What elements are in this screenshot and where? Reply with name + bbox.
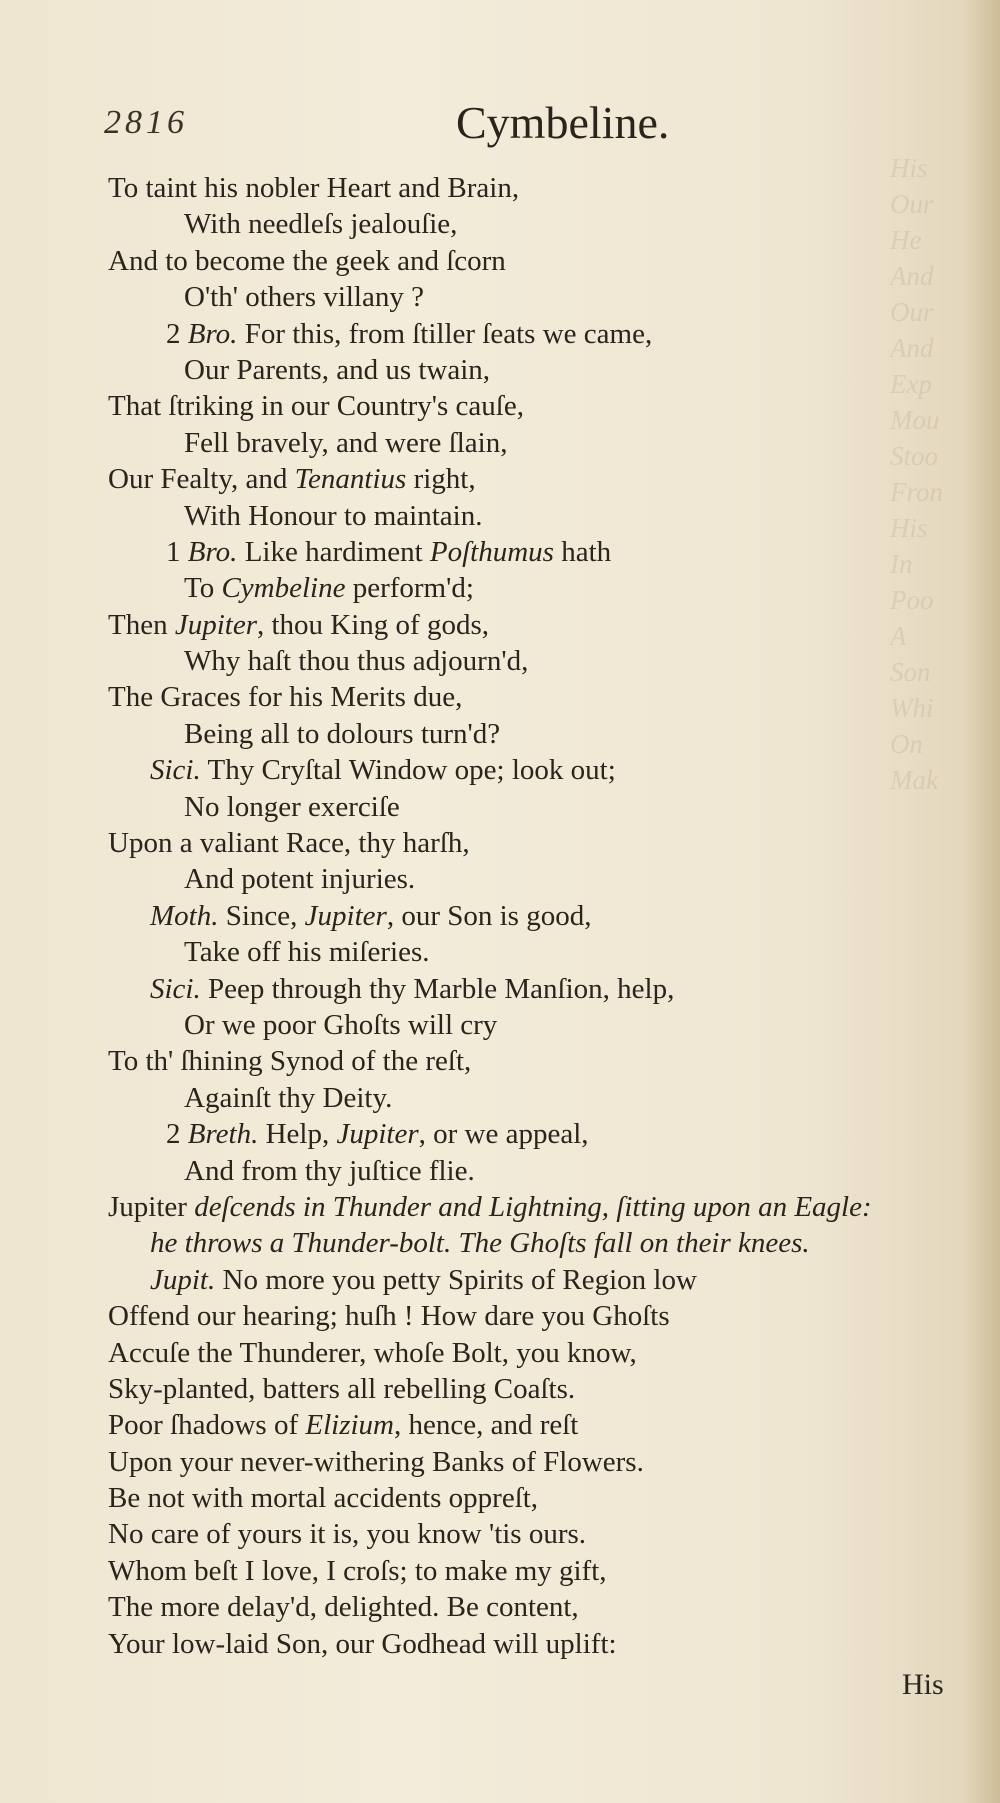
text-span: 2	[166, 1118, 188, 1151]
text-span: , or we appeal,	[418, 1118, 589, 1151]
bleed-word: Mak	[890, 765, 938, 795]
text-span: Offend our hearing; huſh ! How dare you Ghoſts	[108, 1300, 670, 1333]
text-span: Upon your never-withering Banks of Flowers.	[108, 1445, 644, 1478]
verse-line	[108, 170, 968, 206]
text-span: To	[184, 572, 222, 605]
text-span: Thy Cryſtal Window ope; look out;	[200, 754, 616, 787]
text-span: Why haſt thou thus adjourn'd,	[184, 645, 529, 678]
text-span: The Graces for his Merits due,	[108, 681, 463, 714]
text-span: , hence, and reſt	[393, 1409, 579, 1442]
italic-span: Jupit.	[150, 1263, 216, 1296]
verse-line	[108, 316, 968, 352]
verse-line	[108, 789, 968, 825]
text-span: Accuſe the Thunderer, whoſe Bolt, you know,	[108, 1336, 637, 1369]
text-span: With Honour to maintain.	[184, 499, 483, 532]
italic-span: Sici.	[150, 754, 201, 787]
bleed-word: His	[890, 153, 928, 183]
text-span: Sky-planted, batters all rebelling Coaſts.	[108, 1372, 576, 1405]
play-text	[108, 170, 968, 1662]
catchword: His	[902, 1668, 944, 1701]
text-span: Upon a valiant Race, thy harſh,	[108, 827, 470, 860]
bleed-word: On	[890, 729, 923, 759]
page-number: 2816	[104, 104, 188, 141]
text-span: That ſtriking in our Country's cauſe,	[108, 390, 524, 423]
text-span: For this, from ſtiller ſeats we came,	[237, 317, 653, 350]
bleed-word: Exp	[890, 369, 932, 399]
page-header	[0, 96, 1000, 156]
text-span: No care of yours it is, you know 'tis ours.	[108, 1518, 587, 1551]
verse-line	[108, 498, 968, 534]
text-span: Your low-laid Son, our Godhead will uplift:	[108, 1627, 617, 1660]
italic-span: Moth.	[150, 899, 219, 932]
bleed-word: Our	[890, 189, 934, 219]
italic-span: Jupiter	[174, 608, 257, 641]
verse-line	[108, 679, 968, 715]
verse-line	[108, 534, 968, 570]
verse-line	[108, 898, 968, 934]
text-span: And from thy juſtice flie.	[184, 1154, 475, 1187]
bleed-word: And	[890, 261, 934, 291]
verse-line	[108, 607, 968, 643]
verse-line	[108, 752, 968, 788]
text-span: To taint his nobler Heart and Brain,	[108, 172, 520, 204]
verse-line	[108, 1080, 968, 1116]
text-span: Fell bravely, and were ſlain,	[184, 426, 508, 459]
verse-line	[108, 643, 968, 679]
verse-line	[108, 1153, 968, 1189]
italic-span: Jupiter	[336, 1118, 419, 1151]
text-span: Againſt thy Deity.	[184, 1081, 393, 1114]
text-span: Like hardiment	[237, 535, 430, 568]
text-span: right,	[406, 463, 476, 496]
bleed-word: Fron	[890, 477, 943, 507]
text-span: hath	[553, 535, 612, 568]
text-span: Being all to dolours turn'd?	[184, 717, 501, 750]
verse-line	[108, 825, 968, 861]
text-span: 2	[166, 317, 188, 350]
verse-line	[108, 279, 968, 315]
italic-span: Jupiter	[304, 899, 387, 932]
running-title: Cymbeline.	[456, 97, 670, 148]
bleed-word: Poo	[890, 585, 934, 615]
text-span: To th' ſhining Synod of the reſt,	[108, 1045, 472, 1078]
italic-span: Cymbeline	[221, 572, 346, 605]
text-span: With needleſs jealouſie,	[184, 208, 458, 241]
verse-line	[108, 425, 968, 461]
italic-span: Breth.	[187, 1118, 259, 1151]
verse-line	[108, 1007, 968, 1043]
text-span: Take off his miſeries.	[184, 936, 430, 969]
text-span: Be not with mortal accidents oppreſt,	[108, 1482, 539, 1515]
text-span: And to become the geek and ſcorn	[108, 244, 506, 277]
text-span: Since,	[218, 899, 305, 932]
text-span: The more delay'd, delighted. Be content,	[108, 1591, 579, 1624]
text-span: perform'd;	[345, 572, 474, 605]
verse-line	[108, 461, 968, 497]
verse-line	[108, 1371, 968, 1407]
verse-line	[108, 1480, 968, 1516]
verse-line	[108, 388, 968, 424]
bleed-word: His	[890, 513, 928, 543]
text-span: Whom beſt I love, I croſs; to make my gift,	[108, 1554, 607, 1587]
bleed-word: A	[890, 621, 907, 651]
bleed-word: And	[890, 333, 934, 363]
text-span: Peep through thy Marble Manſion, help,	[200, 972, 675, 1005]
verse-line	[108, 861, 968, 897]
bleed-word: In	[890, 549, 913, 579]
verse-line	[108, 1589, 968, 1625]
verse-line	[108, 1553, 968, 1589]
verse-line	[108, 1335, 968, 1371]
bleed-word: Son	[890, 657, 931, 687]
verse-line	[108, 1626, 968, 1662]
text-span: Our Fealty, and	[108, 463, 295, 496]
italic-span: Tenantius	[294, 463, 407, 496]
text-span: Help,	[258, 1118, 337, 1151]
italic-span: Bro.	[187, 317, 238, 350]
stage-direction	[108, 1189, 968, 1225]
verse-line	[108, 1116, 968, 1152]
verse-line	[108, 570, 968, 606]
italic-span: Sici.	[150, 972, 201, 1005]
bleed-word: Our	[890, 297, 934, 327]
verse-line	[108, 1407, 968, 1443]
text-span: Jupiter	[108, 1190, 195, 1223]
bleed-word: He	[890, 225, 922, 255]
verse-line	[108, 1262, 968, 1298]
verse-line	[108, 206, 968, 242]
verse-line	[108, 716, 968, 752]
verse-line	[108, 934, 968, 970]
text-span: O'th' others villany ?	[184, 281, 424, 314]
verse-line	[108, 971, 968, 1007]
text-span: Poor ſhadows of	[108, 1409, 306, 1442]
text-span: No more you petty Spirits of Region low	[215, 1263, 697, 1296]
text-span: Then	[108, 608, 175, 641]
verse-line	[108, 1444, 968, 1480]
text-span: , thou King of gods,	[257, 608, 489, 641]
text-span: And potent injuries.	[184, 863, 416, 896]
text-span: Our Parents, and us twain,	[184, 353, 491, 386]
text-span: No longer exerciſe	[184, 790, 400, 823]
verse-line	[108, 1043, 968, 1079]
italic-span: deſcends in Thunder and Lightning, ſitting upon an Eagle:	[194, 1190, 872, 1223]
verse-line	[108, 352, 968, 388]
text-span: Or we poor Ghoſts will cry	[184, 1008, 498, 1041]
verse-line	[108, 243, 968, 279]
bleed-word: Whi	[890, 693, 934, 723]
verse-line	[108, 1516, 968, 1552]
verse-line	[108, 1298, 968, 1334]
italic-span: Bro.	[187, 535, 238, 568]
italic-span: Elizium	[305, 1409, 394, 1442]
text-span: , our Son is good,	[386, 899, 592, 932]
italic-span: he throws a Thunder-bolt. The Ghoſts fall on their knees.	[150, 1227, 810, 1260]
stage-direction	[108, 1225, 968, 1261]
bleed-word: Mou	[890, 405, 940, 435]
bleed-word: Stoo	[890, 441, 939, 471]
italic-span: Poſthumus	[429, 535, 554, 568]
text-span: 1	[166, 535, 188, 568]
